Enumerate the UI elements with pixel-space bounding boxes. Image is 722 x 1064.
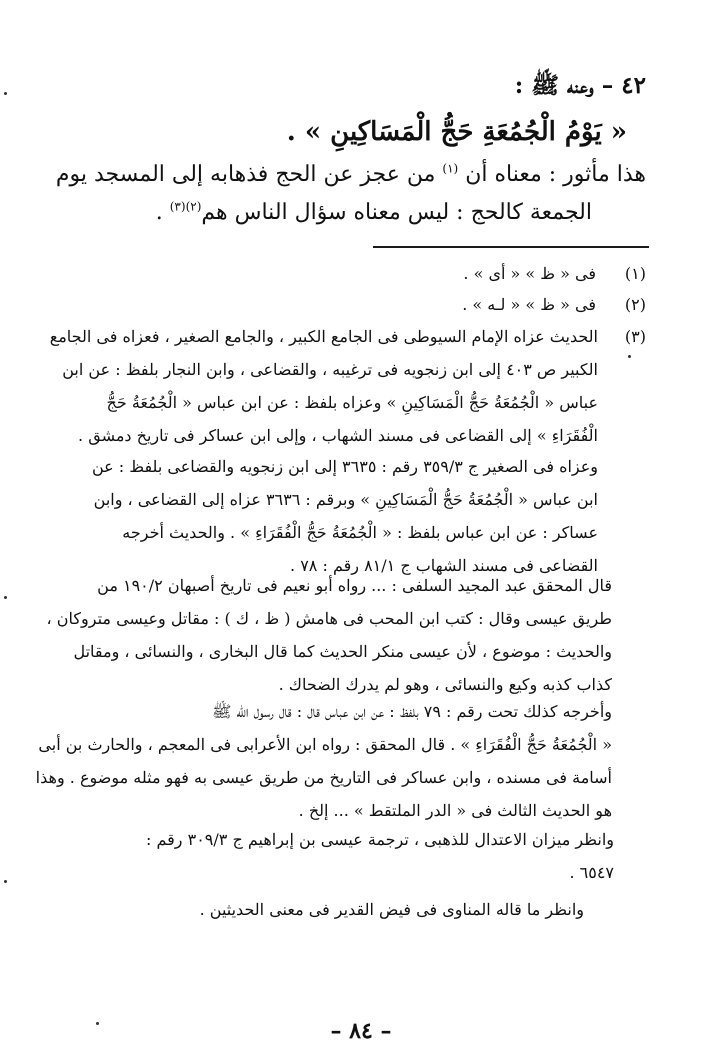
footnote-line: قال المحقق عبد المجيد السلفى : ... رواه أبو نعيم فى تاريخ أصبهان ١٩٠/٢ من <box>97 576 612 595</box>
footnote-ref: (٢) <box>185 199 202 214</box>
footnote-line: طريق عيسى وقال : كتب ابن المحب فى هامش ( ظ ، ك ) : مقاتل وعيسى متروكان ، <box>46 609 612 628</box>
scan-speck <box>628 355 631 358</box>
footnote-1: فى « ظ » « أى » . <box>463 264 596 283</box>
footnote-line: كذاب كذبه وكيع والنسائى ، وهو لم يدرك الضحاك . <box>278 675 612 694</box>
explanation-line-1 <box>56 154 646 196</box>
footnote-line: وعزاه فى الصغير ج ٣٥٩/٣ رقم : ٣٦٣٥ إلى ابن زنجويه والقضاعى بلفظ : عن <box>91 457 598 476</box>
explanation-text: هذا مأثور : معناه أن <box>465 162 646 187</box>
scan-speck <box>4 92 7 95</box>
footnote-line: ابن عباس « الْجُمُعَةُ حَجُّ الْمَسَاكِينِ » وبرقم : ٣٦٣٦ عزاه إلى القضاعى ، وابن <box>93 490 598 509</box>
footnote-line: عباس « الْجُمُعَةُ حَجُّ الْمَسَاكِينِ » وعزاه بلفظ : عن ابن عباس « الْجُمُعَةُ حَجُّ <box>106 393 598 412</box>
footnote-line: والحديث : موضوع ، لأن عيسى منكر الحديث كما قال البخارى ، والنسائى ، ومقاتل <box>73 642 612 661</box>
hadith-quote: « يَوْمُ الْجُمُعَةِ حَجُّ الْمَسَاكِينِ » . <box>286 117 627 147</box>
footnote-line: أسامة فى مسنده ، وابن عساكر فى التاريخ من طريق عيسى به فهو مثله موضوع . وهذا <box>35 768 612 787</box>
footnote-number: (١) <box>624 264 646 283</box>
explanation-line-2 <box>156 192 592 234</box>
footnote-line: الكبير ص ٤٠٣ إلى ابن زنجويه فى ترغيبه ، والقضاعى ، وابن النجار بلفظ : عن ابن <box>62 360 598 379</box>
footnote-line: هو الحديث الثالث فى « الدر الملتقط » ... إلخ . <box>298 801 612 820</box>
footnote-line: ٦٥٤٧ . <box>569 863 614 882</box>
footnote-line: عساكر : عن ابن عباس بلفظ : « الْجُمُعَةُ حَجُّ الْفُقَرَاءِ » . والحديث أخرجه <box>122 523 598 542</box>
scan-speck <box>96 1022 99 1025</box>
explanation-text: . <box>155 200 163 225</box>
footnote-3-para-3 <box>47 569 612 701</box>
footnote-line: القضاعى فى مسند الشهاب ج ٨١/١ رقم : ٧٨ . <box>290 556 598 575</box>
footnote-separator <box>373 246 649 248</box>
footnote-3-para-4 <box>36 695 612 827</box>
footnote-number: (٣) <box>624 327 646 346</box>
footnote-ref: (١) <box>442 161 459 176</box>
footnote-2: فى « ظ » « لـه » . <box>462 295 596 314</box>
footnote-3-para-6 <box>200 893 584 926</box>
footnote-3-para-1 <box>50 320 598 452</box>
footnote-ref: (٣) <box>169 199 186 214</box>
explanation-text: من عجز عن الحج فذهابه إلى المسجد يوم <box>55 162 436 187</box>
footnote-3-para-5 <box>146 823 614 889</box>
footnote-line: الحديث عزاه الإمام السيوطى فى الجامع الكبير ، والجامع الصغير ، فعزاه فى الجامع <box>49 327 598 346</box>
footnote-line: وأخرجه كذلك تحت رقم : ٧٩ بلفظ : عن ابن عباس قال : قال رسول الله ﷺ <box>212 702 612 721</box>
page-number: – ٨٤ – <box>330 1018 392 1044</box>
footnote-line: وانظر ميزان الاعتدال للذهبى ، ترجمة عيسى بن إبراهيم ج ٣٠٩/٣ رقم : <box>146 830 614 849</box>
footnote-line: وانظر ما قاله المناوى فى فيض القدير فى معنى الحديثين . <box>199 900 584 919</box>
hadith-heading: ٤٢ – وعنه ﷺ : <box>514 72 646 99</box>
scan-speck <box>4 596 7 599</box>
footnote-line: « الْجُمُعَةُ حَجُّ الْفُقَرَاءِ » . قال المحقق : رواه ابن الأعرابى فى المعجم ، والحارث بن أبى <box>38 735 612 754</box>
scan-speck <box>4 880 7 883</box>
footnote-line: الْفُقَرَاءِ » إلى القضاعى فى مسند الشهاب ، وإلى ابن عساكر فى تاريخ دمشق . <box>78 426 598 445</box>
explanation-text: الجمعة كالحج : ليس معناه سؤال الناس هم <box>201 200 592 225</box>
footnote-3-para-2 <box>92 450 598 582</box>
footnote-number: (٢) <box>624 295 646 314</box>
